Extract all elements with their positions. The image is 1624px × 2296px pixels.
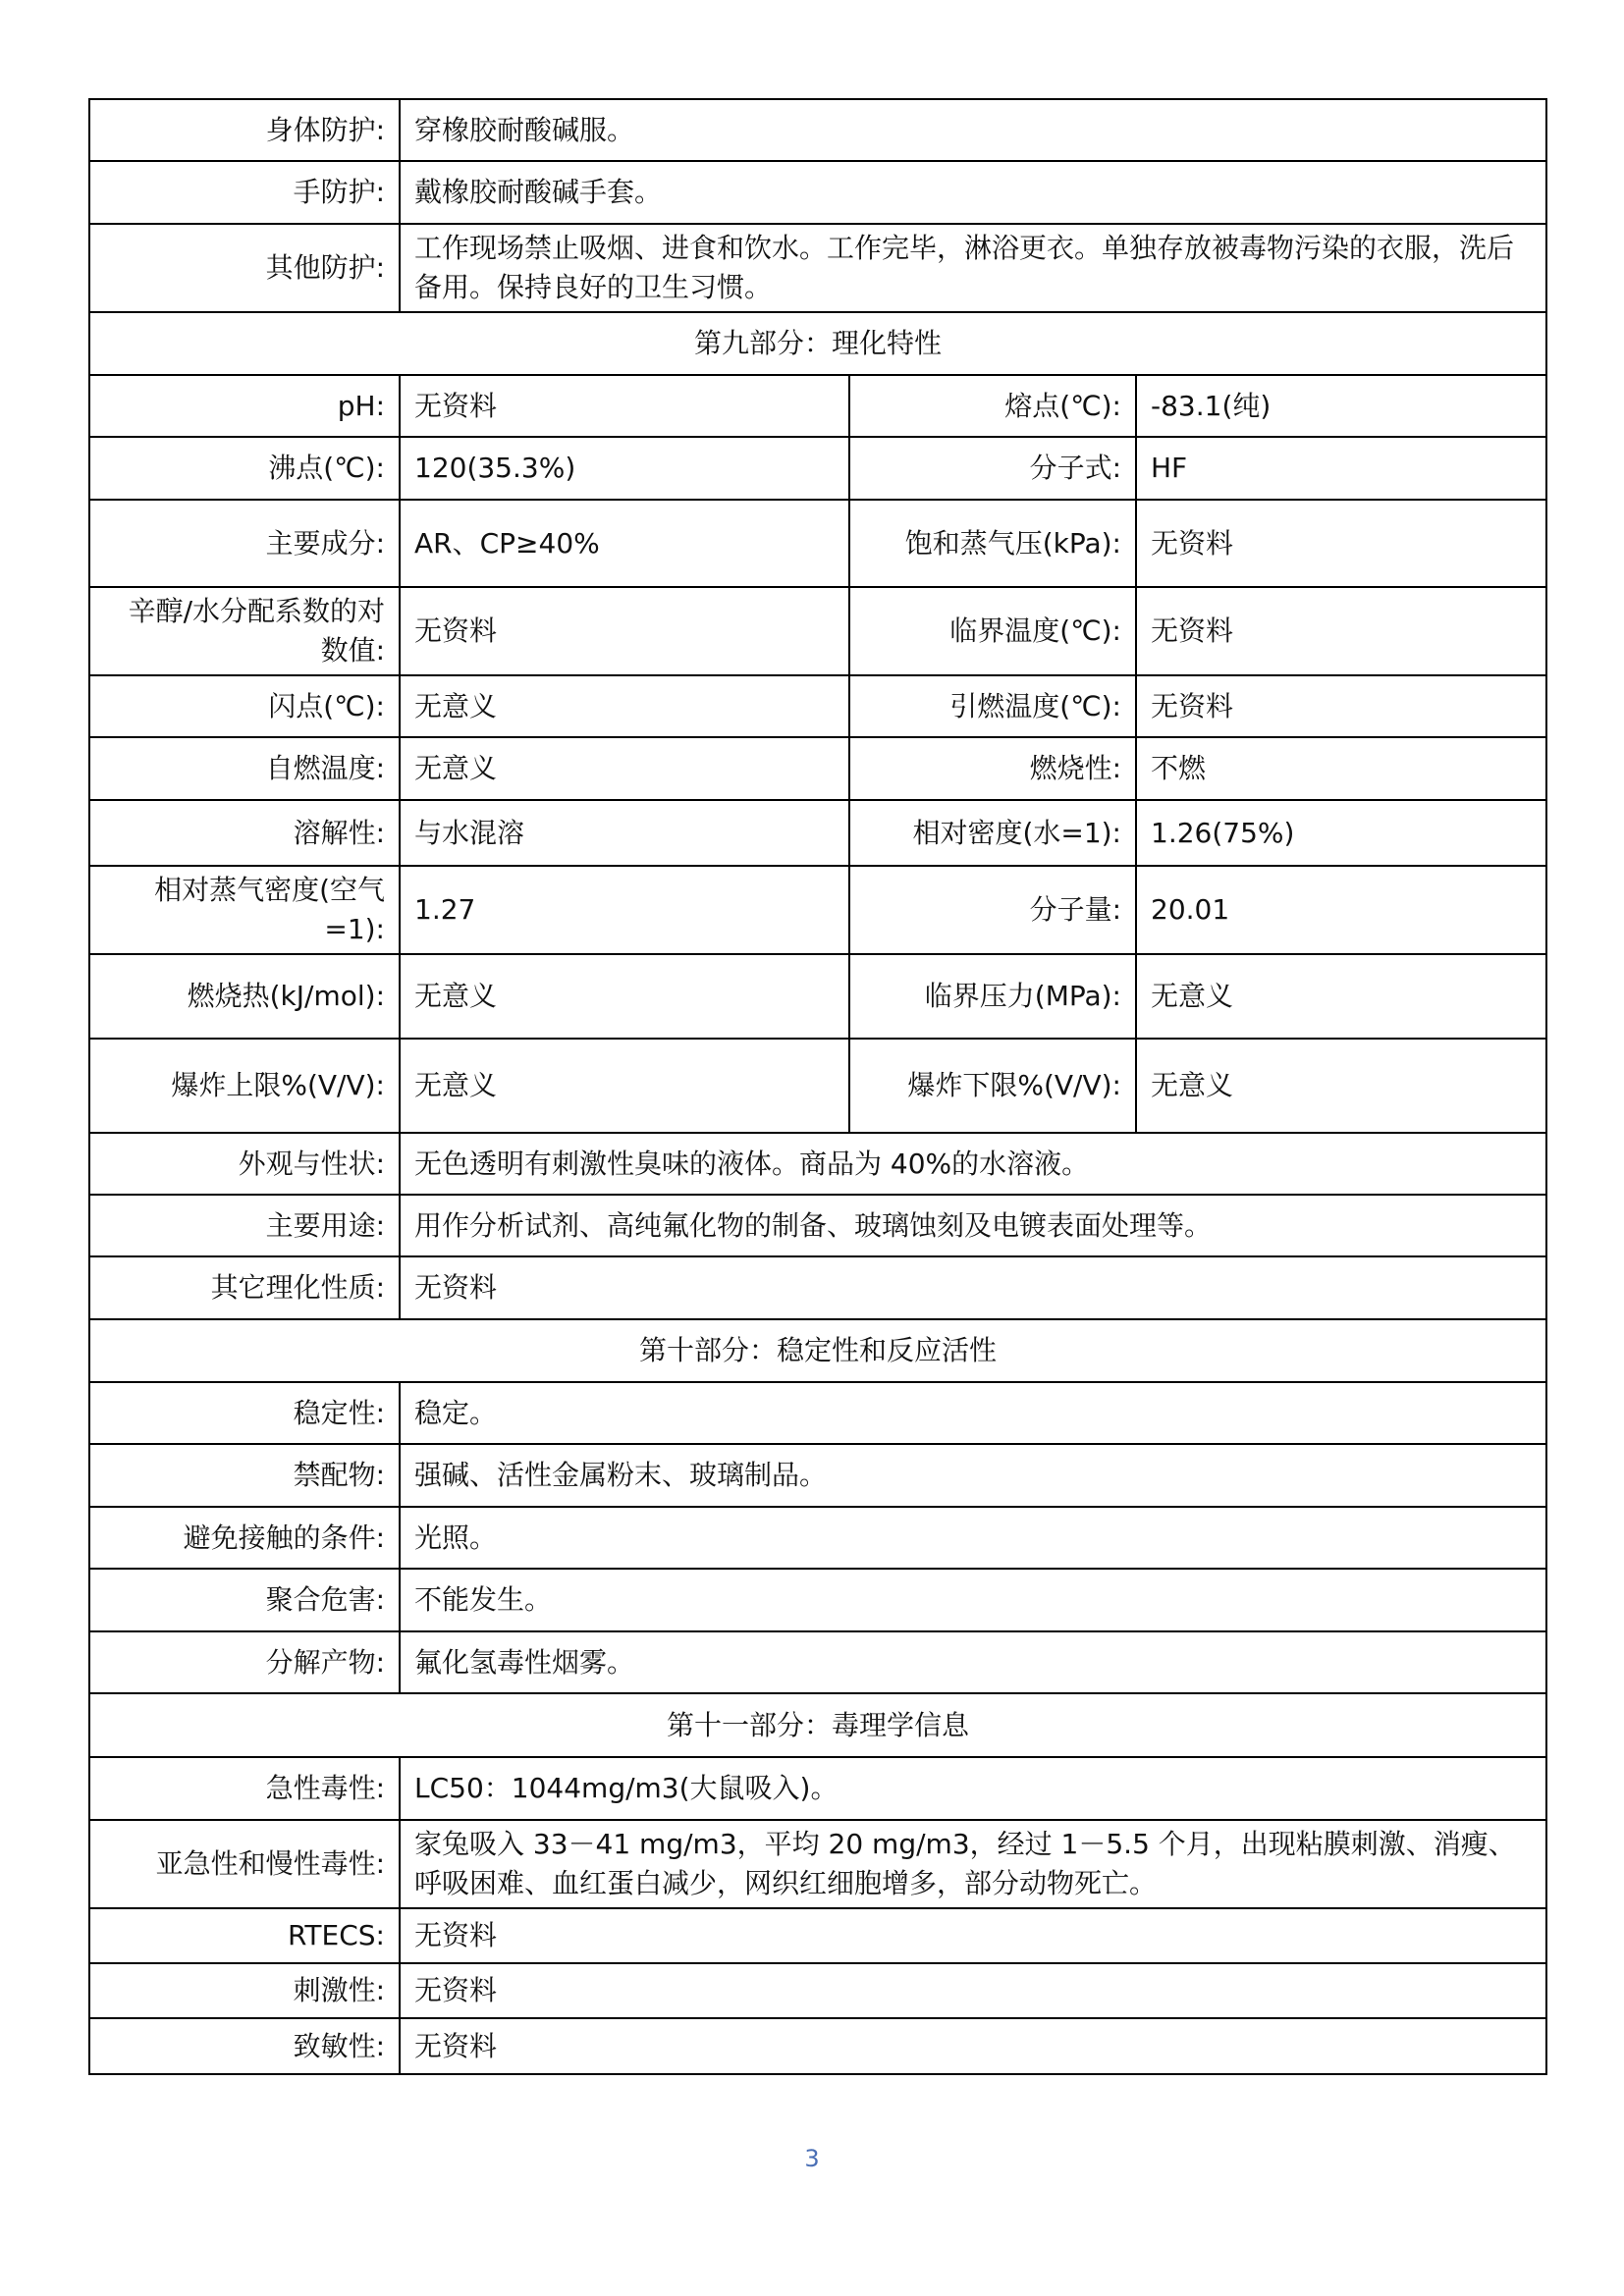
table-row xyxy=(89,587,1546,675)
table-row xyxy=(89,1963,1546,2018)
field-label: 避免接触的条件: xyxy=(89,1507,400,1569)
section-header-row xyxy=(89,312,1546,375)
field-value: 无资料 xyxy=(1136,587,1546,675)
field-label: 分子量: xyxy=(849,866,1136,954)
field-value: 与水混溶 xyxy=(400,800,849,866)
section-title: 第十部分：稳定性和反应活性 xyxy=(89,1319,1546,1382)
field-label: 致敏性: xyxy=(89,2018,400,2074)
table-row xyxy=(89,1195,1546,1256)
table-row xyxy=(89,1631,1546,1693)
field-value: 不燃 xyxy=(1136,737,1546,800)
field-label: 刺激性: xyxy=(89,1963,400,2018)
field-label: 聚合危害: xyxy=(89,1569,400,1631)
field-label: 闪点(℃): xyxy=(89,675,400,737)
page-number: 3 xyxy=(804,2145,820,2172)
field-value: 20.01 xyxy=(1136,866,1546,954)
field-value: 氟化氢毒性烟雾。 xyxy=(400,1631,1546,1693)
field-label: 燃烧热(kJ/mol): xyxy=(89,954,400,1039)
table-row xyxy=(89,1444,1546,1507)
table-row xyxy=(89,1382,1546,1444)
field-value: 强碱、活性金属粉末、玻璃制品。 xyxy=(400,1444,1546,1507)
field-label: 亚急性和慢性毒性: xyxy=(89,1820,400,1908)
table-row xyxy=(89,866,1546,954)
field-value: 无资料 xyxy=(400,2018,1546,2074)
field-label: 身体防护: xyxy=(89,99,400,161)
table-row xyxy=(89,99,1546,161)
field-label: 主要用途: xyxy=(89,1195,400,1256)
field-value: 用作分析试剂、高纯氟化物的制备、玻璃蚀刻及电镀表面处理等。 xyxy=(400,1195,1546,1256)
table-row xyxy=(89,1256,1546,1319)
table-row xyxy=(89,437,1546,500)
field-label: 急性毒性: xyxy=(89,1757,400,1820)
field-value: 光照。 xyxy=(400,1507,1546,1569)
table-row xyxy=(89,1507,1546,1569)
field-value: 无意义 xyxy=(400,1039,849,1133)
field-label: 饱和蒸气压(kPa): xyxy=(849,500,1136,587)
field-label: 辛醇/水分配系数的对数值: xyxy=(89,587,400,675)
field-label: 外观与性状: xyxy=(89,1133,400,1195)
table-row xyxy=(89,2018,1546,2074)
field-value: 120(35.3%) xyxy=(400,437,849,500)
field-value: 无资料 xyxy=(400,1256,1546,1319)
field-label: 禁配物: xyxy=(89,1444,400,1507)
field-label: 相对蒸气密度(空气=1): xyxy=(89,866,400,954)
field-value: 无资料 xyxy=(400,1908,1546,1963)
field-label: 稳定性: xyxy=(89,1382,400,1444)
field-label: 自燃温度: xyxy=(89,737,400,800)
field-value: 无资料 xyxy=(400,375,849,437)
table-row xyxy=(89,800,1546,866)
field-value: 穿橡胶耐酸碱服。 xyxy=(400,99,1546,161)
field-label: 手防护: xyxy=(89,161,400,224)
field-value: 无意义 xyxy=(1136,954,1546,1039)
field-value: 无资料 xyxy=(400,587,849,675)
field-label: 相对密度(水=1): xyxy=(849,800,1136,866)
field-label: 燃烧性: xyxy=(849,737,1136,800)
field-value: 无意义 xyxy=(400,954,849,1039)
field-value: -83.1(纯) xyxy=(1136,375,1546,437)
field-label: 引燃温度(℃): xyxy=(849,675,1136,737)
field-label: 溶解性: xyxy=(89,800,400,866)
table-row xyxy=(89,161,1546,224)
table-row xyxy=(89,675,1546,737)
field-value: 工作现场禁止吸烟、进食和饮水。工作完毕，淋浴更衣。单独存放被毒物污染的衣服，洗后备用。保持良好的卫生习惯。 xyxy=(400,224,1546,312)
table-row xyxy=(89,1908,1546,1963)
field-value: LC50：1044mg/m3(大鼠吸入)。 xyxy=(400,1757,1546,1820)
field-value: 无资料 xyxy=(1136,675,1546,737)
table-row xyxy=(89,1757,1546,1820)
field-label: 分子式: xyxy=(849,437,1136,500)
table-row xyxy=(89,500,1546,587)
field-label: 临界温度(℃): xyxy=(849,587,1136,675)
sds-table xyxy=(88,98,1547,2075)
field-value: 1.27 xyxy=(400,866,849,954)
field-value: 稳定。 xyxy=(400,1382,1546,1444)
field-value: 无意义 xyxy=(400,737,849,800)
field-value: HF xyxy=(1136,437,1546,500)
table-row xyxy=(89,1133,1546,1195)
section-title: 第九部分：理化特性 xyxy=(89,312,1546,375)
field-label: pH: xyxy=(89,375,400,437)
field-value: 无资料 xyxy=(1136,500,1546,587)
table-row xyxy=(89,1569,1546,1631)
field-value: AR、CP≥40% xyxy=(400,500,849,587)
field-value: 无意义 xyxy=(400,675,849,737)
field-label: 爆炸下限%(V/V): xyxy=(849,1039,1136,1133)
table-row xyxy=(89,375,1546,437)
section-title: 第十一部分：毒理学信息 xyxy=(89,1693,1546,1757)
field-label: 熔点(℃): xyxy=(849,375,1136,437)
section-header-row xyxy=(89,1693,1546,1757)
table-row xyxy=(89,954,1546,1039)
field-label: 分解产物: xyxy=(89,1631,400,1693)
table-row xyxy=(89,1039,1546,1133)
field-label: 其他防护: xyxy=(89,224,400,312)
field-value: 家兔吸入 33－41 mg/m3，平均 20 mg/m3，经过 1－5.5 个月，出现粘膜刺激、消瘦、呼吸困难、血红蛋白减少，网织红细胞增多，部分动物死亡。 xyxy=(400,1820,1546,1908)
field-label: 主要成分: xyxy=(89,500,400,587)
field-value: 无意义 xyxy=(1136,1039,1546,1133)
field-label: 沸点(℃): xyxy=(89,437,400,500)
table-row xyxy=(89,1820,1546,1908)
field-label: 其它理化性质: xyxy=(89,1256,400,1319)
field-value: 戴橡胶耐酸碱手套。 xyxy=(400,161,1546,224)
field-value: 1.26(75%) xyxy=(1136,800,1546,866)
field-label: RTECS: xyxy=(89,1908,400,1963)
section-header-row xyxy=(89,1319,1546,1382)
field-value: 无色透明有刺激性臭味的液体。商品为 40%的水溶液。 xyxy=(400,1133,1546,1195)
table-row xyxy=(89,224,1546,312)
field-label: 临界压力(MPa): xyxy=(849,954,1136,1039)
field-label: 爆炸上限%(V/V): xyxy=(89,1039,400,1133)
field-value: 不能发生。 xyxy=(400,1569,1546,1631)
field-value: 无资料 xyxy=(400,1963,1546,2018)
table-row xyxy=(89,737,1546,800)
